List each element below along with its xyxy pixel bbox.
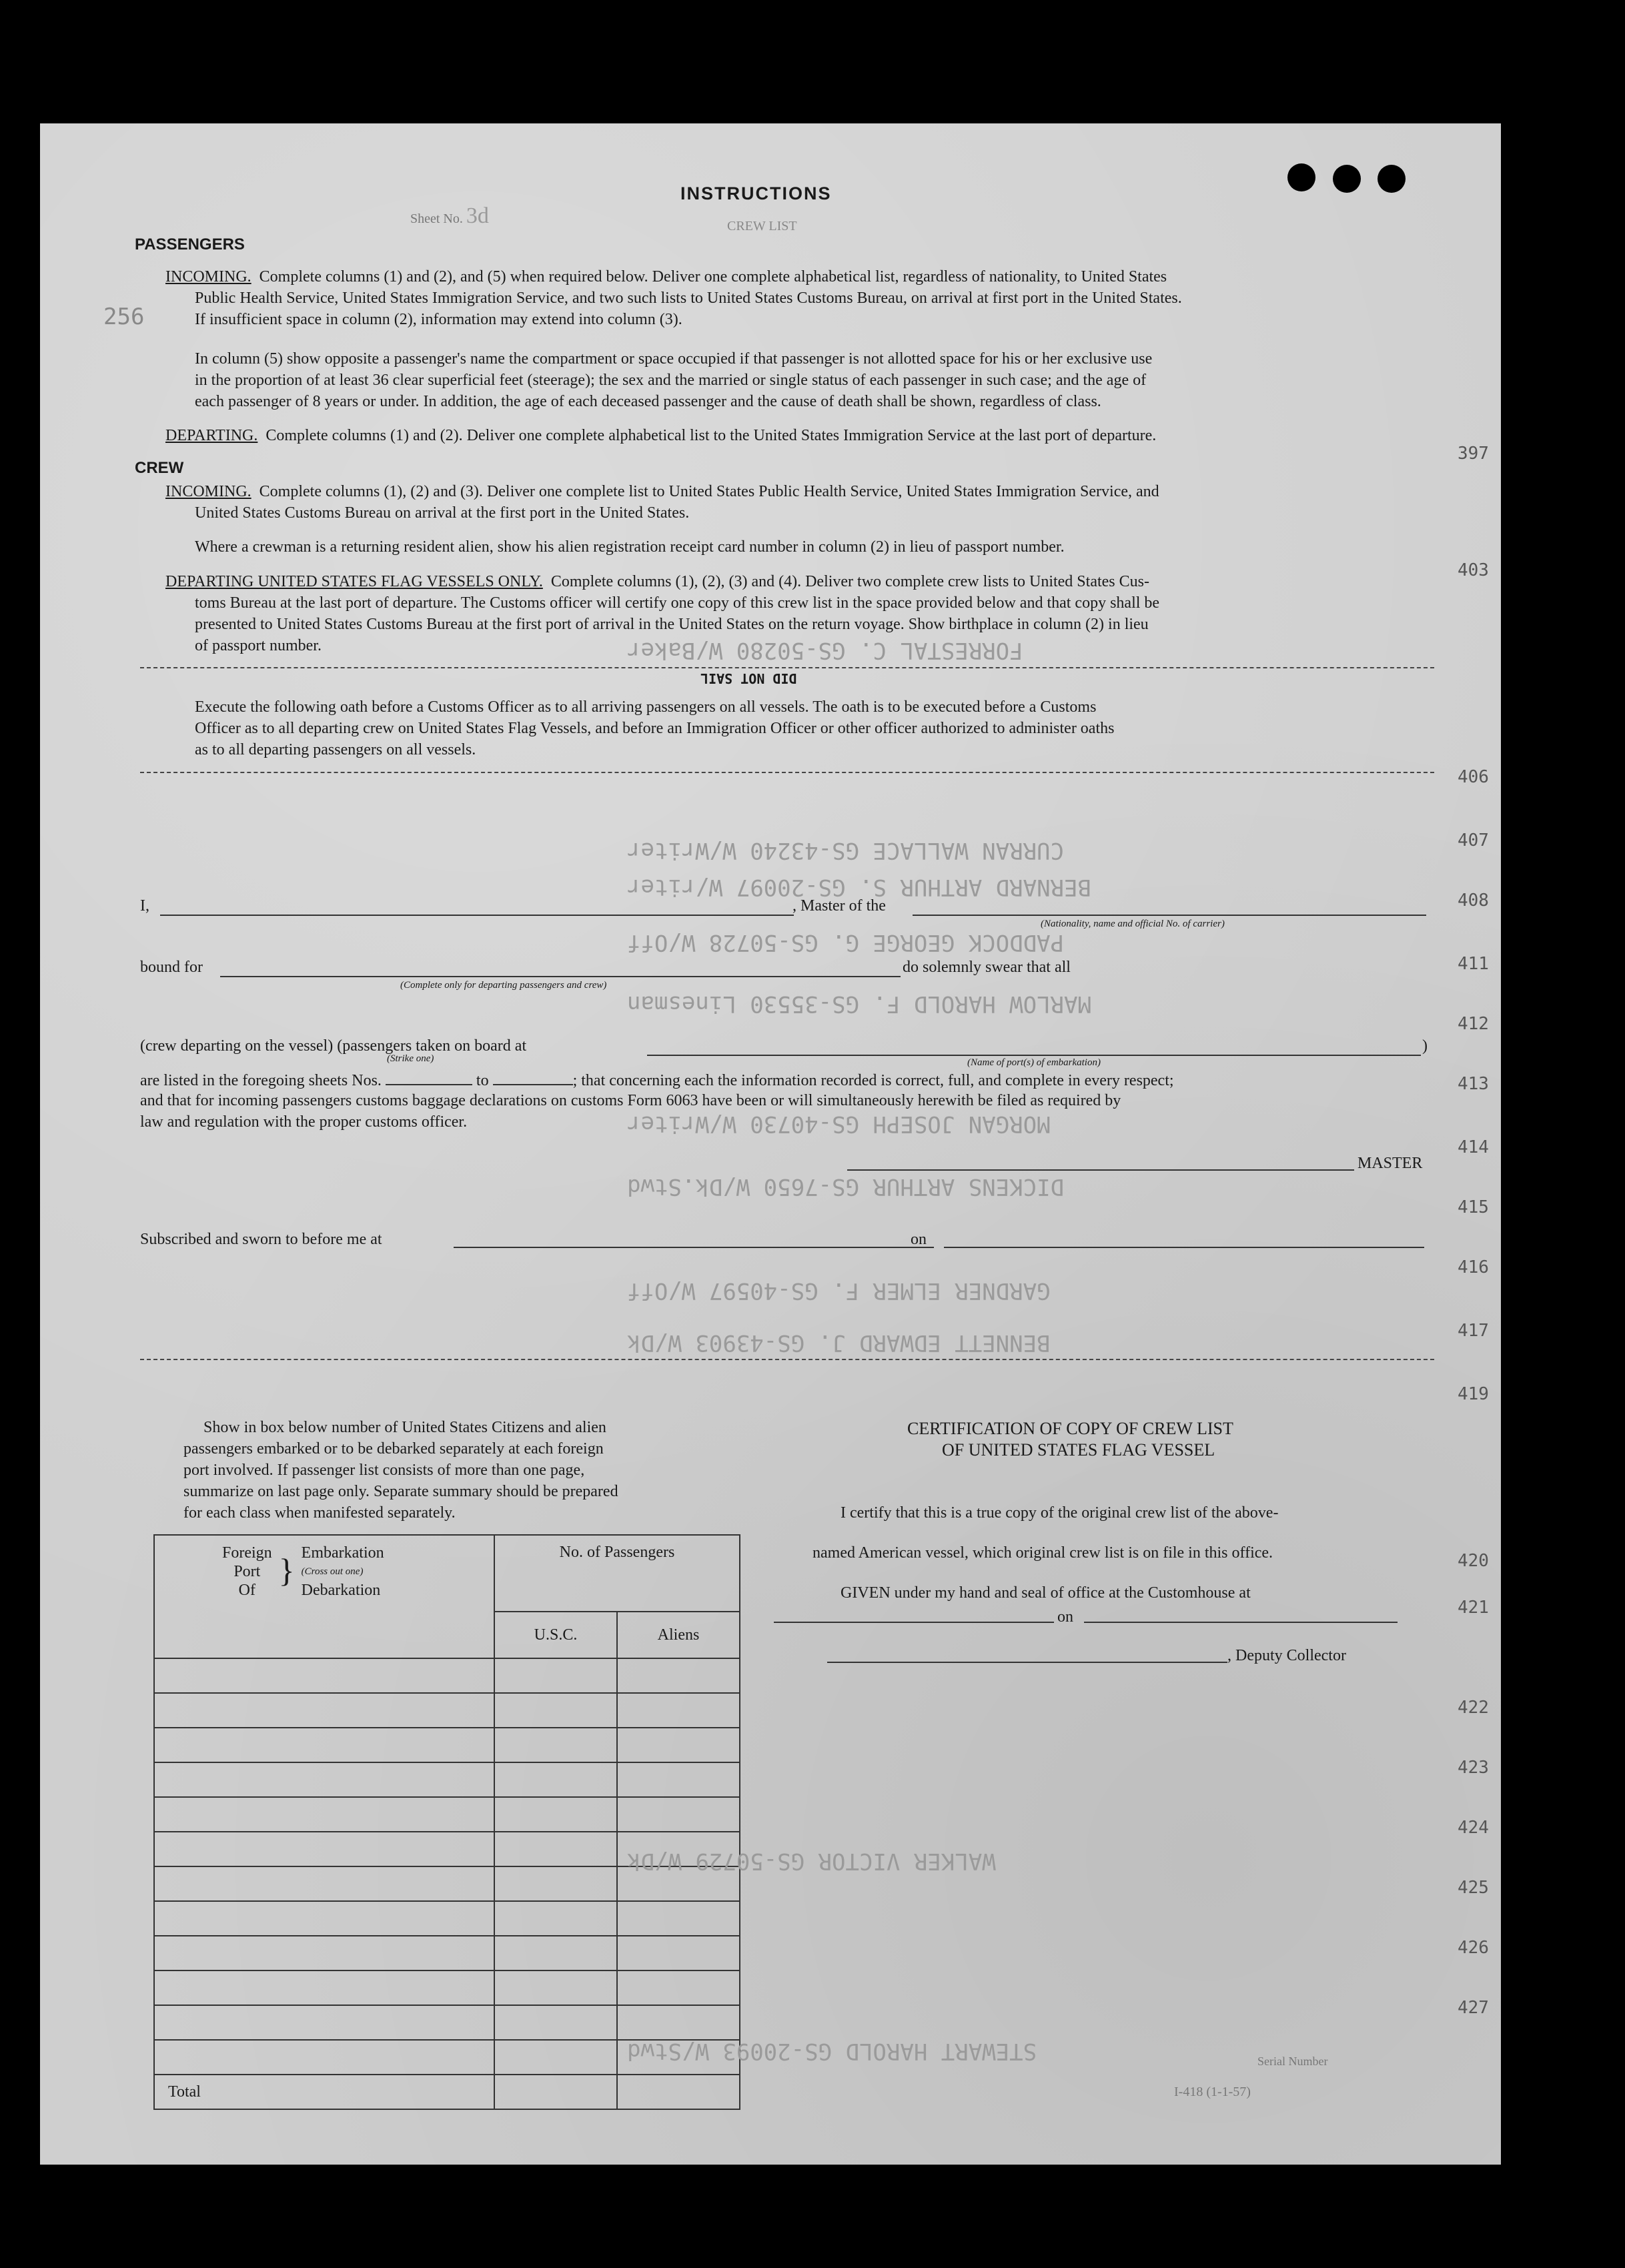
oath-listed-line-3: law and regulation with the proper customs officer. [140,1113,468,1131]
side-line-number: 408 [1458,891,1489,911]
master-signature-field[interactable] [847,1169,1354,1171]
bleed-through-line: MARLOW HAROLD F. GS-35530 Linesman [627,991,1091,1017]
summary-total-row[interactable] [154,2075,740,2109]
sheet-no-label [410,203,489,229]
oath-listed-line-2: and that for incoming passengers customs baggage declarations on customs Form 6063 have been or will simultaneously herewith be filed as required by [140,1092,1121,1109]
oath-close-paren: ) [1422,1037,1428,1055]
side-line-number: 411 [1458,954,1489,974]
usc-header: U.S.C. [494,1612,617,1658]
cross-out-note: (Cross out one) [301,1566,364,1577]
oath-crew-departing: (crew departing on the vessel) (passengers taken on board at [140,1037,527,1055]
total-label: Total [154,2075,494,2109]
bleed-through-line: BENNETT EDWARD J. GS-43903 W/Dk [627,1329,1051,1356]
side-number: 256 [103,304,145,330]
oath-master-of: , Master of the [792,897,886,915]
bleed-through-line: CURRAN WALLACE GS-43240 W/Writer [627,837,1065,864]
summary-row[interactable] [154,1901,740,1936]
document-sheet [40,123,1501,2165]
serial-number-label: Serial Number [1257,2055,1328,2068]
side-line-number: 421 [1458,1598,1489,1618]
crew-departing-line-2: toms Bureau at the last port of departure. The Customs officer will certify one copy of this crew list in the space provided below and that copy shall be [195,594,1160,612]
certification-date-field[interactable] [1084,1622,1398,1623]
summary-note-line-4: summarize on last page only. Separate summary should be prepared [183,1483,618,1500]
summary-row[interactable] [154,1728,740,1762]
passenger-summary-table [153,1534,740,2110]
certification-line-1: I certify that this is a true copy of the original crew list of the above- [841,1504,1279,1522]
crew-departing-line-1: Complete columns (1), (2), (3) and (4). Deliver two complete crew lists to United States Cus- [550,573,1149,590]
passengers-heading: PASSENGERS [135,235,245,253]
side-line-number: 413 [1458,1074,1489,1094]
summary-note-line-1: Show in box below number of United States Citizens and alien [203,1419,606,1436]
crew-heading: CREW [135,459,184,477]
bleed-through-line: BERNARD ARTHUR S. GS-20097 W/riter [627,874,1091,901]
crew-resident-text: Where a crewman is a returning resident alien, show his alien registration receipt card number in column (2) in lieu of passport number. [195,538,1065,556]
brace-glyph: } [278,1552,295,1589]
passengers-incoming-label: INCOMING. [165,268,251,286]
bleed-through-line: STEWART HAROLD GS-20093 W/Stwd [627,2038,1037,2065]
side-line-number: 427 [1458,1998,1489,2018]
passengers-incoming-block [165,267,1433,287]
summary-note-line-3: port involved. If passenger list consists of more than one page, [183,1462,585,1479]
oath-intro-line-1: Execute the following oath before a Customs Officer as to all arriving passengers on all vessels. The oath is to be executed before a Customs [195,698,1097,716]
sheet-no-text: Sheet No. [410,211,463,226]
oath-listed-line-1 [140,1069,1174,1091]
side-line-number: 403 [1458,560,1489,580]
side-line-number: 424 [1458,1818,1489,1838]
section-divider-3 [140,1359,1434,1360]
master-name-field[interactable] [160,915,794,916]
punch-hole-3 [1378,165,1406,193]
side-line-number: 397 [1458,444,1489,464]
aliens-header: Aliens [617,1612,740,1658]
bleed-through-line: DICKENS ARTHUR GS-7650 W/Dk.Stwd [627,1173,1065,1200]
port-label: Port [233,1563,261,1580]
sworn-at-field[interactable] [454,1247,934,1248]
passengers-incoming-line-2: Public Health Service, United States Immigration Service, and two such lists to United States Customs Bureau, on arrival at first port in the United States. [195,290,1182,307]
certification-line-2: named American vessel, which original crew list is on file in this office. [812,1544,1273,1562]
certification-title-2: OF UNITED STATES FLAG VESSEL [942,1440,1215,1460]
summary-note-line-2: passengers embarked or to be debarked separately at each foreign [183,1440,604,1458]
listed-to: to [476,1072,489,1089]
bleed-through-line: MORGAN JOSEPH GS-40730 W/Writer [627,1111,1051,1137]
certification-on: on [1057,1608,1073,1626]
oath-on: on [911,1231,927,1248]
summary-row[interactable] [154,1762,740,1797]
customhouse-field[interactable] [774,1622,1054,1623]
bleed-through-line: FORRESTAL C. GS-50280 W/Baker [627,637,1023,664]
no-of-passengers-text: No. of Passengers [559,1544,675,1561]
oath-i-label: I, [140,897,149,915]
sheet-from-field[interactable] [386,1069,472,1085]
col5-line-2: in the proportion of at least 36 clear superficial feet (steerage); the sex and the married or single status of each passenger in such case; and the age of [195,372,1147,389]
side-line-number: 416 [1458,1257,1489,1277]
ports-note: (Name of port(s) of embarkation) [967,1057,1101,1068]
no-of-passengers-header [494,1535,740,1612]
bleed-through-line: WALKER VICTOR GS-50729 W/Dk [627,1848,996,1874]
side-line-number: 407 [1458,830,1489,851]
side-line-number: 406 [1458,767,1489,787]
side-line-number: 423 [1458,1758,1489,1778]
crew-incoming-line-1: Complete columns (1), (2) and (3). Deliver one complete list to United States Public Health Service, United States Immigration Service, and [259,483,1159,500]
bleed-through-line: PADDOCK GEORGE G. GS-50728 W/Off [627,929,1065,956]
crew-list-mark: CREW LIST [727,219,797,233]
crew-departing-line-3: presented to United States Customs Bureau at the first port of arrival in the United States on the return voyage. Show birthplace in column (2) in lieu [195,616,1149,633]
passengers-departing-block [165,426,1156,446]
passengers-incoming-line-3: If insufficient space in column (2), information may extend into column (3). [195,311,682,328]
punch-hole-2 [1333,165,1361,193]
summary-row[interactable] [154,1693,740,1728]
listed-label: are listed in the foregoing sheets Nos. [140,1072,382,1089]
embarkation-label: Embarkation [301,1544,384,1562]
oath-intro-line-2: Officer as to all departing crew on United States Flag Vessels, and before an Immigration Officer or other officer authorized to administer oaths [195,720,1115,737]
side-line-number: 422 [1458,1698,1489,1718]
carrier-note: (Nationality, name and official No. of carrier) [1041,919,1225,929]
summary-row[interactable] [154,1936,740,1970]
master-label: MASTER [1358,1155,1423,1172]
side-line-number: 414 [1458,1137,1489,1157]
crew-incoming-line-2: United States Customs Bureau on arrival at the first port in the United States. [195,504,690,522]
passengers-departing-text: Complete columns (1) and (2). Deliver one complete alphabetical list to the United States Immigration Service at the last port of departure. [265,427,1157,444]
did-not-sail-mark: DID NOT SAIL [700,670,797,686]
side-line-number: 426 [1458,1938,1489,1958]
summary-note-line-5: for each class when manifested separately. [183,1504,456,1522]
crew-departing-label: DEPARTING UNITED STATES FLAG VESSELS ONLY. [165,573,543,590]
passengers-incoming-line-1: Complete columns (1) and (2), and (5) when required below. Deliver one complete alphabetical list, regardless of nationality, to United States [259,268,1167,286]
deputy-collector-signature-field[interactable] [827,1662,1227,1663]
deputy-collector-label: , Deputy Collector [1227,1647,1346,1664]
section-divider-2 [140,772,1434,773]
sheet-no-value: 3d [466,203,489,228]
instructions-title: INSTRUCTIONS [680,183,832,203]
port-header-cell [154,1535,494,1658]
sworn-date-field[interactable] [944,1247,1424,1248]
side-line-number: 420 [1458,1551,1489,1571]
listed-rest: ; that concerning each the information recorded is correct, full, and complete in every respect; [572,1072,1174,1089]
certification-title-1: CERTIFICATION OF COPY OF CREW LIST [907,1419,1233,1438]
summary-row[interactable] [154,1797,740,1832]
oath-bound-for: bound for [140,959,203,976]
sheet-to-field[interactable] [493,1069,573,1085]
form-number: I-418 (1-1-57) [1174,2085,1251,2099]
embarkation-ports-field[interactable] [647,1055,1421,1056]
oath-subscribed: Subscribed and sworn to before me at [140,1231,382,1248]
debarkation-label: Debarkation [301,1582,381,1599]
bleed-through-line: GARDNER ELMER F. GS-40597 W/Off [627,1277,1051,1304]
summary-row[interactable] [154,2005,740,2040]
of-label: Of [238,1582,255,1599]
punch-hole-1 [1287,163,1315,191]
summary-row[interactable] [154,1970,740,2005]
summary-row[interactable] [154,1658,740,1693]
foreign-label: Foreign [222,1544,272,1562]
crew-departing-line-4: of passport number. [195,637,322,654]
bound-note: (Complete only for departing passengers and crew) [400,980,607,991]
crew-departing-block [165,572,1149,592]
passengers-departing-label: DEPARTING. [165,427,258,444]
col5-line-1: In column (5) show opposite a passenger's name the compartment or space occupied if that passenger is not allotted space for his or her exclusive use [195,350,1153,368]
carrier-field[interactable] [913,915,1426,916]
side-line-number: 415 [1458,1197,1489,1217]
oath-intro-line-3: as to all departing passengers on all vessels. [195,741,476,758]
certification-line-3: GIVEN under my hand and seal of office at the Customhouse at [841,1584,1251,1602]
side-line-number: 417 [1458,1321,1489,1341]
side-line-number: 412 [1458,1014,1489,1034]
crew-incoming-block [165,482,1159,502]
crew-incoming-label: INCOMING. [165,483,251,500]
side-line-number: 419 [1458,1384,1489,1404]
col5-line-3: each passenger of 8 years or under. In addition, the age of each deceased passenger and the cause of death shall be shown, regardless of class. [195,393,1101,410]
strike-one-note: (Strike one) [387,1053,434,1064]
side-line-number: 425 [1458,1878,1489,1898]
bound-for-field[interactable] [220,976,901,977]
oath-swear: do solemnly swear that all [903,959,1071,976]
section-divider-1 [140,667,1434,668]
